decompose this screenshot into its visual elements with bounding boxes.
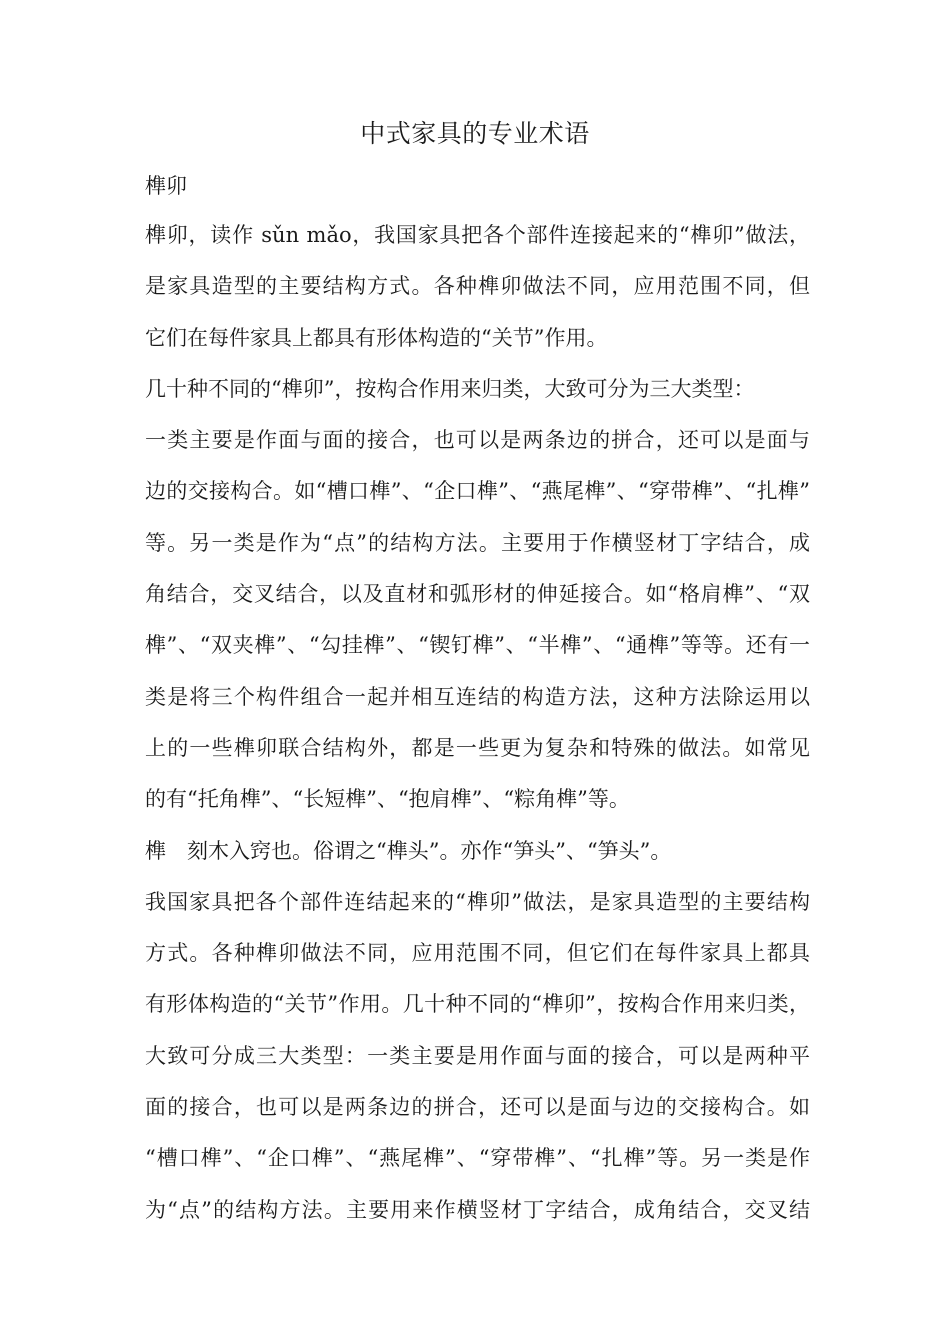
- text-line: 上的一些榫卯联合结构外，都是一些更为复杂和特殊的做法。如常见: [145, 735, 810, 760]
- text-line: 类是将三个构件组合一起并相互连结的构造方法，这种方法除运用以: [145, 684, 810, 709]
- text-line: 方式。各种榫卯做法不同，应用范围不同，但它们在每件家具上都具: [145, 941, 810, 966]
- text-line: 是家具造型的主要结构方式。各种榫卯做法不同，应用范围不同，但: [145, 274, 810, 299]
- text-line: “槽口榫”、“企口榫”、“燕尾榫”、“穿带榫”、“扎榫”等。另一类是作: [145, 1146, 810, 1171]
- text-line: 的有“托角榫”、“长短榫”、“抱肩榫”、“粽角榫”等。: [145, 787, 630, 812]
- text-line: 一类主要是作面与面的接合，也可以是两条边的拼合，还可以是面与: [145, 428, 810, 453]
- text-line: 几十种不同的“榫卯”，按构合作用来归类，大致可分为三大类型：: [145, 376, 755, 401]
- text-line: 大致可分成三大类型：一类主要是用作面与面的接合，可以是两种平: [145, 1043, 810, 1068]
- text-line: 角结合，交叉结合，以及直材和弧形材的伸延接合。如“格肩榫”、“双: [145, 582, 810, 607]
- text-line: 我国家具把各个部件连结起来的“榫卯”做法，是家具造型的主要结构: [145, 889, 810, 914]
- document-body: [145, 217, 810, 1243]
- document-title: 中式家具的专业术语: [360, 119, 590, 148]
- text-line: 榫卯，读作 sǔn mǎo，我国家具把各个部件连接起来的“榫卯”做法，: [145, 223, 810, 247]
- text-line: 有形体构造的“关节”作用。几十种不同的“榫卯”，按构合作用来归类，: [145, 992, 810, 1017]
- text-line: 它们在每件家具上都具有形体构造的“关节”作用。: [145, 325, 608, 350]
- text-line: 榫”、“双夹榫”、“勾挂榫”、“锲钉榫”、“半榫”、“通榫”等等。还有一: [145, 633, 810, 658]
- text-line: 等。另一类是作为“点”的结构方法。主要用于作横竖材丁字结合，成: [145, 530, 810, 555]
- section-heading: 榫卯: [145, 174, 187, 198]
- text-line: 边的交接构合。如“槽口榫”、“企口榫”、“燕尾榫”、“穿带榫”、“扎榫”: [145, 479, 810, 504]
- text-line: 为“点”的结构方法。主要用来作横竖材丁字结合，成角结合，交叉结: [145, 1197, 810, 1222]
- text-line: 面的接合，也可以是两条边的拼合，还可以是面与边的交接构合。如: [145, 1095, 810, 1120]
- text-line: 榫 刻木入窍也。俗谓之“榫头”。亦作“笋头”、“笋头”。: [145, 838, 672, 863]
